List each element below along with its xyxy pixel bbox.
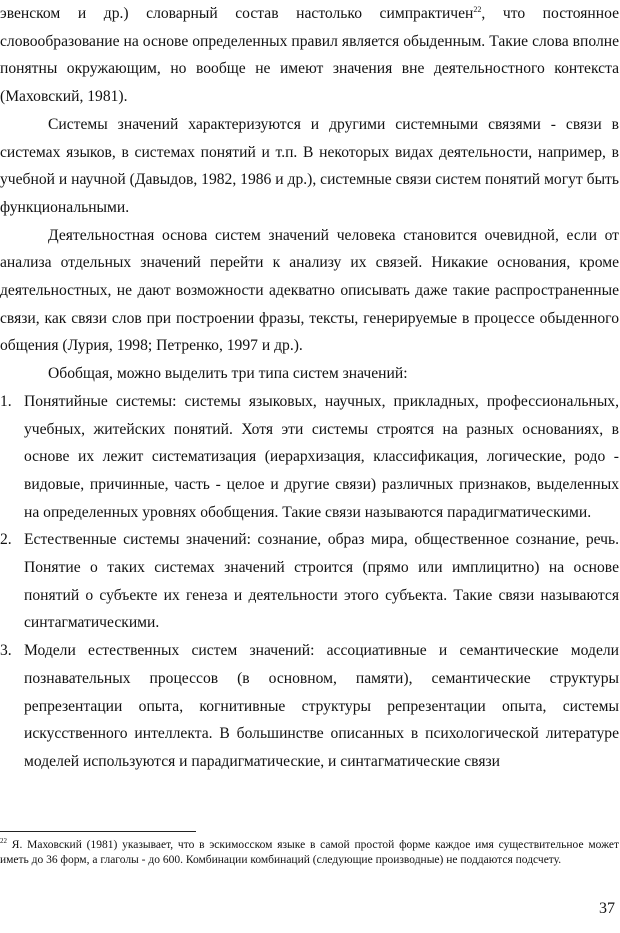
footnote-text: Я. Маховский (1981) указывает, что в эскимосском языке в самой простой форме каждое имя существительное может иметь до 36 форм, а глаголы - до 600. Комбинации комбинаций (следующие производные) не поддаются подсчету. (0, 839, 619, 866)
list-item-number: 3. (0, 642, 12, 660)
list-item (0, 637, 619, 776)
paragraph-text: , что постоянное словообразование на основе определенных правил является обыденным. Такие слова вполне понятны окружающим, но вообще не имеют значения вне деятельностного контекста (Маховский, 1981). (0, 5, 620, 106)
list-item (0, 388, 619, 527)
paragraph: Системы значений характеризуются и другими системными связями - связи в системах языков, в системах понятий и т.п. В некоторых видах деятельности, например, в учебной и научной (Давыдов, 1982, 1986 и др.), системные связи систем понятий могут быть функциональными. (0, 115, 619, 216)
list-item-text: Естественные системы значений: сознание, образ мира, общественное сознание, речь. Понятие о таких системах значений строится (прямо или имплицитно) на основе понятий о субъекте их генеза и деятельности этого субъекта. Такие связи называются синтагматическими. (24, 531, 619, 632)
paragraph-continued (0, 0, 619, 111)
page-number: 37 (599, 900, 615, 917)
list-item-text: Понятийные системы: системы языковых, научных, прикладных, профессиональных, учебных, житейских понятий. Хотя эти системы строятся на разных основаниях, в основе их лежит систематизация (иерархизация, классификация, логические, родо - видовые, причинные, часть - целое и другие связи) различных признаков, выделенных на определенных уровнях обобщения. Такие связи называются парадигматическими. (24, 392, 619, 521)
systems-list (0, 388, 619, 776)
paragraph-text: эвенском и др.) словарный состав настолько симпрактичен (0, 5, 474, 22)
footnote-reference: 22 (473, 4, 482, 14)
footnote-marker: 22 (0, 837, 7, 846)
list-item-number: 2. (0, 531, 12, 549)
paragraph: Деятельностная основа систем значений человека становится очевидной, если от анализа отдельных значений перейти к анализу их связей. Никакие основания, кроме деятельностных, не дают возможности адекватно описывать даже такие распространенные связи, как связи слов при построении фразы, тексты, генерируемые в процессе обыденного общения (Лурия, 1998; Петренко, 1997 и др.). (0, 226, 619, 355)
list-item-text: Модели естественных систем значений: ассоциативные и семантические модели познавательных процессов (в основном, памяти), семантические структуры репрезентации опыта, когнитивные структуры репрезентации опыта, системы искусственного интеллекта. В большинстве описанных в психологической литературе моделей используются и парадигматические, и синтагматические связи (24, 642, 619, 770)
list-item-number: 1. (0, 392, 12, 410)
list-item (0, 526, 619, 637)
footnote (0, 838, 619, 867)
footnote-divider (0, 831, 196, 832)
paragraph-list-intro: Обобщая, можно выделить три типа систем значений: (48, 365, 408, 383)
